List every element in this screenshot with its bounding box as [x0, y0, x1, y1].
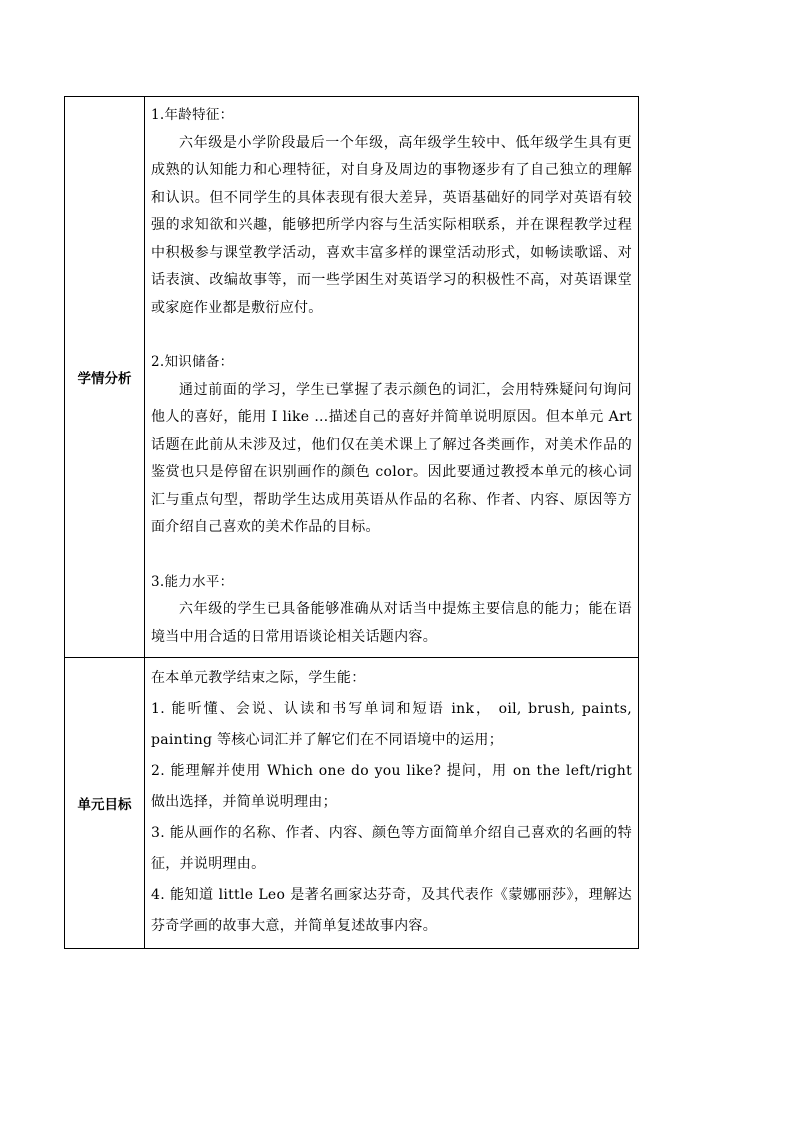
knowledge-body: 通过前面的学习，学生已掌握了表示颜色的词汇，会用特殊疑问句询问他人的喜好，能用 I like …描述自己的喜好并简单说明原因。但本单元 Art 话题在此前从未涉及过，他们仅在美术课上了解过各类画作，对美术作品的鉴赏也只是停留在识别画作的颜色 color。因此要通过教授本单元的核心词汇与重点句型，帮助学生达成用英语从作品的名称、作者、内容、原因等方面介绍自己喜欢的美术作品的目标。: [151, 381, 632, 535]
goals-content: [145, 658, 639, 949]
knowledge-heading: 2.知识储备：: [151, 354, 234, 370]
ability-heading: 3.能力水平：: [151, 573, 234, 590]
ability-body: 六年级的学生已具备能够准确从对话当中提炼主要信息的能力；能在语境当中用合适的日常用语谈论相关话题内容。: [151, 601, 632, 645]
goal-item: 3. 能从画作的名称、作者、内容、颜色等方面简单介绍自己喜欢的名画的特征，并说明理由。: [151, 825, 632, 872]
section-spacer: [151, 322, 632, 349]
goals-intro: 在本单元教学结束之际，学生能：: [151, 670, 366, 686]
age-body: 六年级是小学阶段最后一个年级，高年级学生较中、低年级学生具有更成熟的认知能力和心理特征，对自身及周边的事物逐步有了自己独立的理解和认识。但不同学生的具体表现有很大差异，英语基础好的同学对英语有较强的求知欲和兴趣，能够把所学内容与生活实际相联系，并在课程教学过程中积极参与课堂教学活动，喜欢丰富多样的课堂活动形式，如畅读歌谣、对话表演、改编故事等，而一些学困生对英语学习的积极性不高，对英语课堂或家庭作业都是敷衍应付。: [151, 134, 632, 316]
age-heading: 1.年龄特征：: [151, 107, 234, 123]
analysis-label: 学情分析: [65, 97, 145, 658]
analysis-content: [145, 97, 639, 658]
goals-row: [65, 658, 639, 949]
lesson-plan-table: [64, 96, 639, 949]
analysis-row: [65, 97, 639, 658]
goal-item: 2. 能理解并使用 Which one do you like? 提问，用 on the left/right 做出选择，并简单说明理由；: [151, 763, 632, 810]
section-spacer: [151, 542, 632, 569]
goals-label: 单元目标: [65, 658, 145, 949]
goal-item: 1. 能听懂、会说、认读和书写单词和短语 ink， oil, brush, paints, painting 等核心词汇并了解它们在不同语境中的运用；: [151, 701, 632, 748]
goal-item: 4. 能知道 little Leo 是著名画家达芬奇，及其代表作《蒙娜丽莎》，理解达芬奇学画的故事大意，并简单复述故事内容。: [151, 887, 632, 934]
